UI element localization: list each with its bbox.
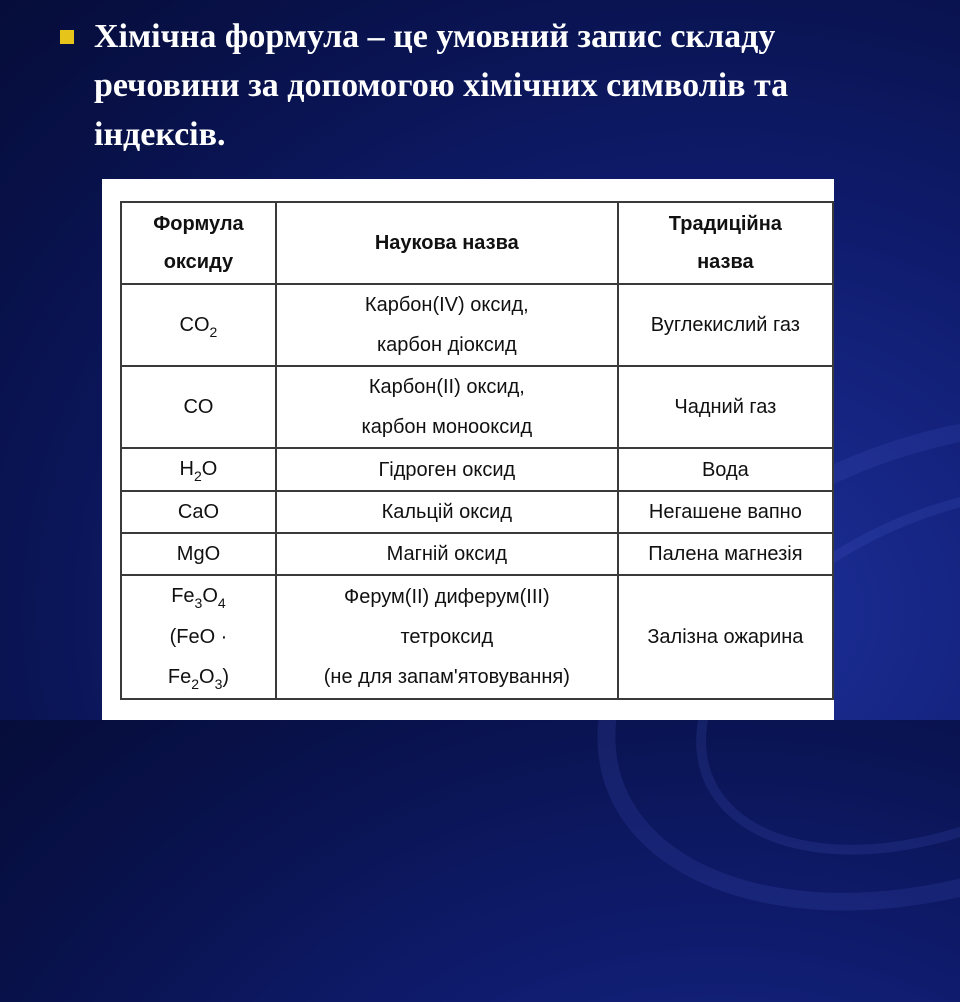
formula-subscript: 3	[194, 595, 203, 611]
formula-subscript: 2	[194, 468, 202, 484]
formula-cell: CaO	[121, 491, 276, 533]
formula-text: O	[199, 666, 215, 688]
traditional-cell: Негашене вапно	[618, 491, 833, 533]
header-formula-line2: оксиду	[163, 251, 234, 273]
formula-cell	[121, 575, 276, 699]
bullet-square-icon	[60, 30, 74, 44]
header-formula-line1: Формула	[153, 213, 244, 235]
table-row	[121, 533, 833, 575]
scientific-line: Карбон(II) оксид,	[368, 376, 525, 398]
traditional-cell: Залізна ожарина	[618, 575, 833, 699]
scientific-cell	[276, 366, 618, 448]
table-row	[121, 491, 833, 533]
header-traditional-line1: Традиційна	[668, 213, 782, 235]
formula-cell	[121, 448, 276, 491]
table-row	[121, 366, 833, 448]
formula-line: (FeO ·	[169, 626, 228, 648]
scientific-line: тетроксид	[400, 626, 494, 648]
scientific-line: карбон монооксид	[361, 416, 533, 438]
formula-cell: MgO	[121, 533, 276, 575]
formula-text: Fe	[167, 666, 192, 688]
header-formula	[121, 202, 276, 284]
scientific-cell: Магній оксид	[276, 533, 618, 575]
oxides-table	[120, 201, 834, 700]
formula-cell: CO	[121, 366, 276, 448]
formula-text: H	[179, 458, 194, 480]
table-row	[121, 448, 833, 491]
scientific-line: (не для запам'ятовування)	[323, 666, 570, 688]
scientific-cell	[276, 284, 618, 366]
header-traditional-line2: назва	[697, 251, 754, 273]
formula-text: )	[222, 666, 230, 688]
traditional-cell: Вуглекислий газ	[618, 284, 833, 366]
traditional-cell: Чадний газ	[618, 366, 833, 448]
formula-subscript: 3	[214, 676, 223, 692]
formula-cell	[121, 284, 276, 366]
traditional-cell: Палена магнезія	[618, 533, 833, 575]
header-scientific: Наукова назва	[276, 202, 618, 284]
formula-subscript: 2	[191, 676, 199, 692]
formula-subscript: 2	[209, 323, 218, 340]
scientific-cell	[276, 575, 618, 699]
table-panel	[102, 179, 834, 720]
scientific-cell: Кальцій оксид	[276, 491, 618, 533]
formula-text: O	[202, 585, 218, 607]
table-header-row	[121, 202, 833, 284]
scientific-line: карбон діоксид	[376, 334, 517, 356]
scientific-line: Карбон(IV) оксид,	[364, 294, 529, 316]
formula-line	[126, 576, 271, 617]
scientific-cell: Гідроген оксид	[276, 448, 618, 491]
formula-text: Fe	[171, 585, 195, 607]
header-traditional	[618, 202, 833, 284]
table-row	[121, 575, 833, 699]
scientific-line: Ферум(II) диферум(III)	[344, 586, 550, 608]
table-row	[121, 284, 833, 366]
bullet-text: Хімічна формула – це умовний запис складу речовини за допомогою хімічних символів та індексів.	[94, 18, 789, 153]
formula-line	[126, 657, 271, 698]
traditional-cell: Вода	[618, 448, 833, 491]
formula-text: CO	[179, 313, 210, 336]
formula-text: O	[201, 458, 218, 480]
bullet-point	[60, 12, 920, 159]
formula-subscript: 4	[217, 595, 226, 611]
